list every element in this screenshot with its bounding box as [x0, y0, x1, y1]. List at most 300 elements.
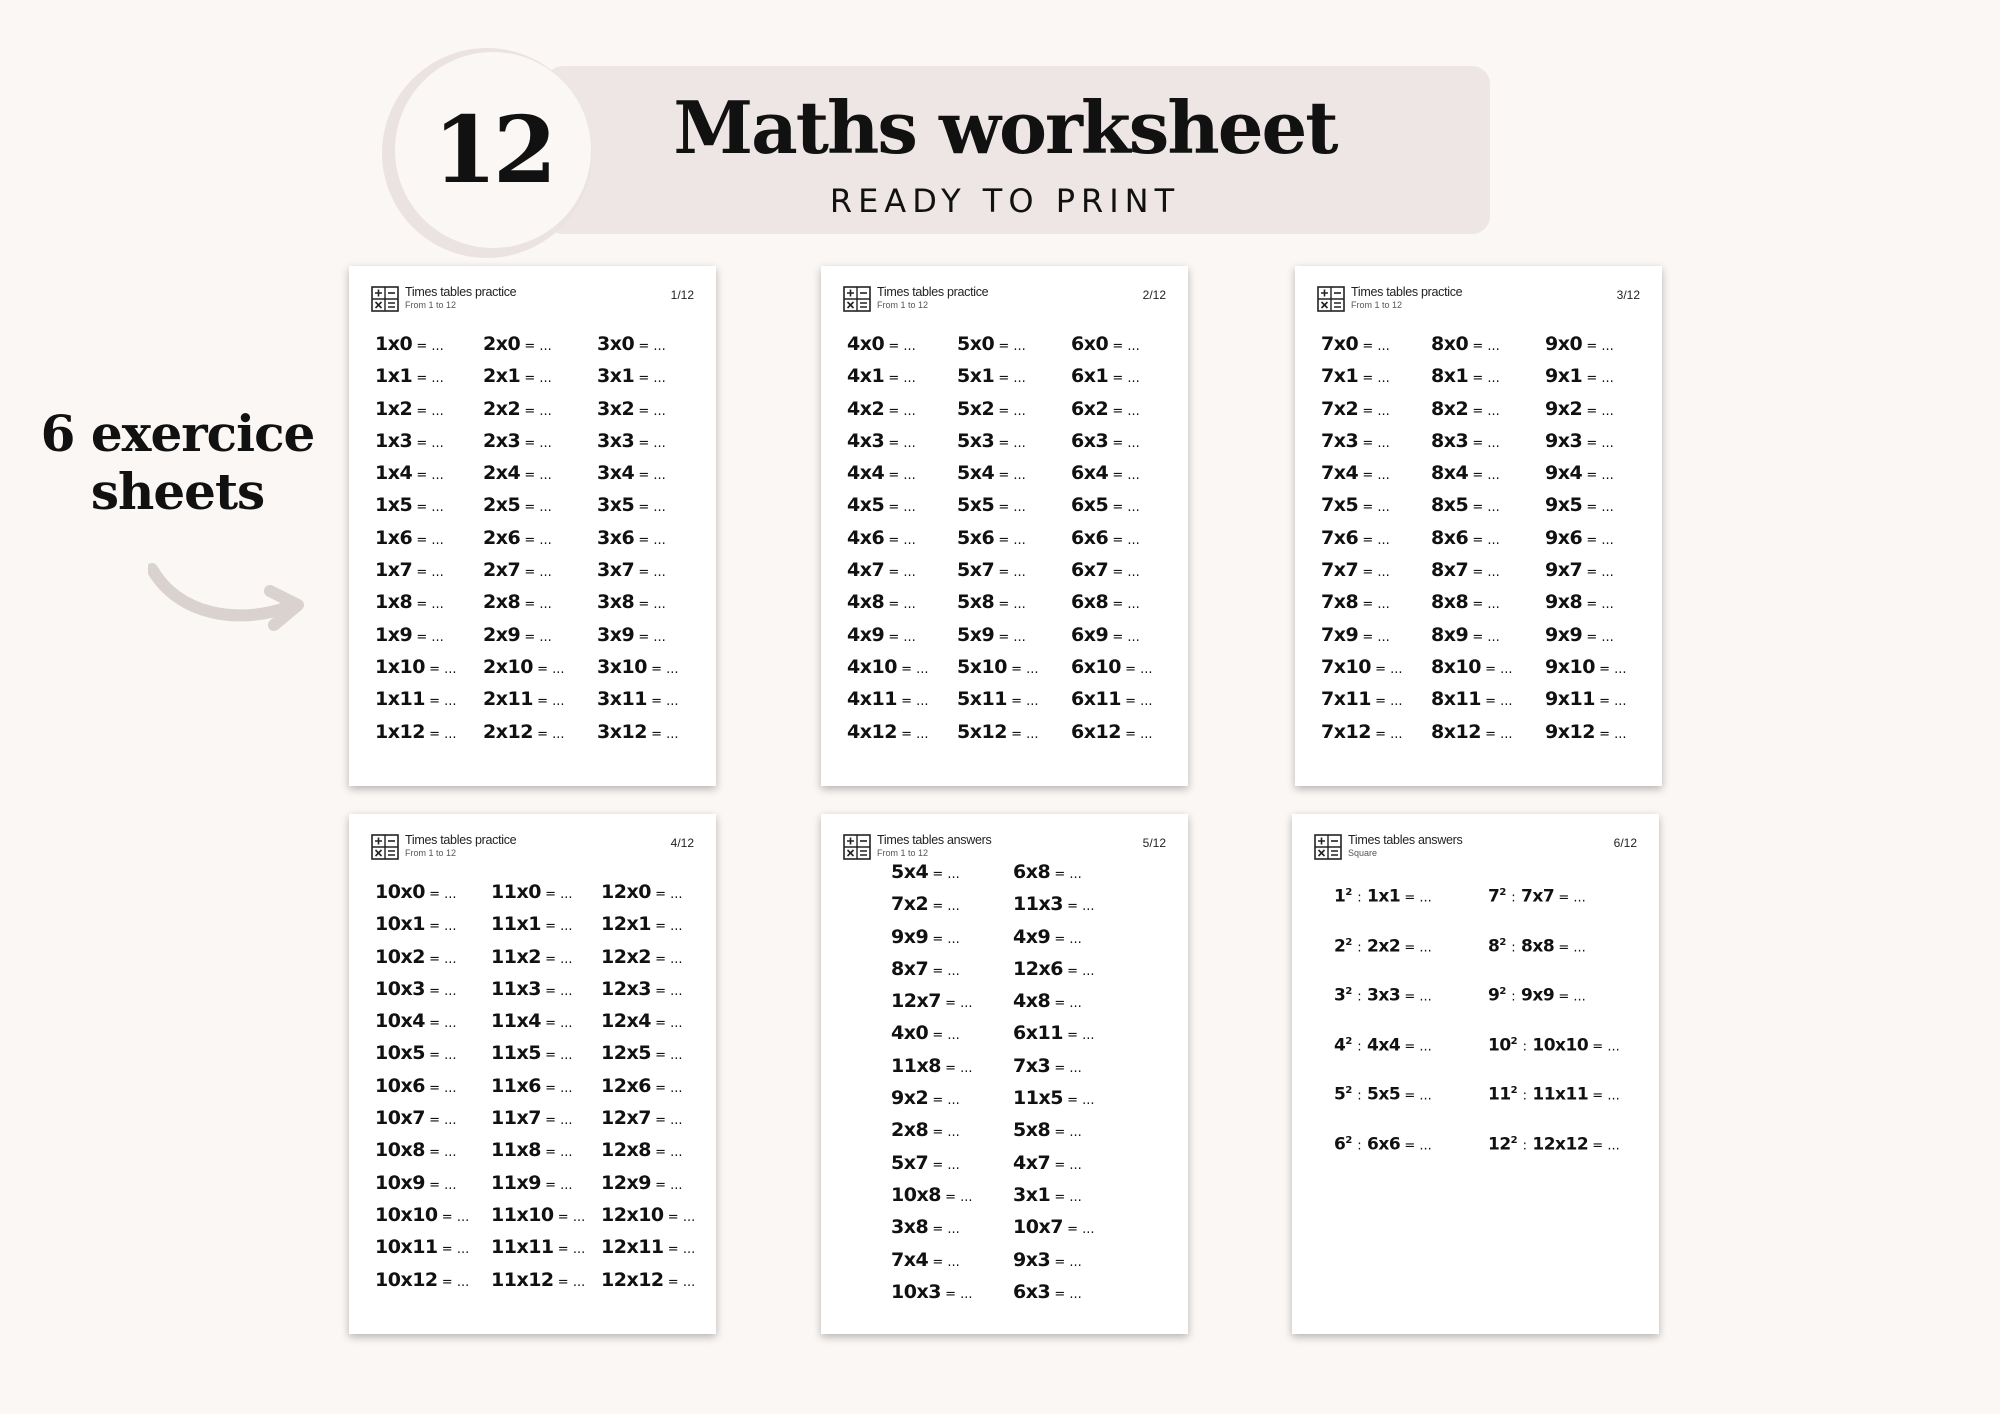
equals-sign: = [1054, 1125, 1066, 1141]
exercise-item [1013, 888, 1095, 920]
answer-blank [994, 436, 1026, 451]
blank-dots: ... [431, 500, 444, 516]
equals-sign: = [1362, 597, 1374, 613]
answer-blank [884, 500, 916, 515]
blank-dots: ... [1127, 532, 1140, 548]
multiplication-expression: 6x8 [1013, 861, 1051, 883]
exercise-item [847, 554, 929, 586]
multiplication-expression: 11x2 [491, 945, 541, 968]
equals-sign: = [1472, 339, 1484, 354]
multiplication-expression: 10x7 [1013, 1216, 1063, 1239]
equals-sign: = [888, 339, 900, 354]
answer-blank [425, 1081, 457, 1096]
blank-dots: ... [903, 597, 916, 613]
answer-blank [941, 996, 973, 1011]
equals-sign: = [1404, 890, 1416, 906]
answer-blank [520, 339, 552, 354]
equals-sign: = [429, 694, 440, 710]
equals-sign: = [998, 565, 1010, 581]
exercise-item [1071, 425, 1153, 457]
blank-dots: ... [552, 694, 565, 710]
exercise-item [957, 522, 1039, 554]
blank-dots: ... [653, 565, 666, 581]
exercise-item [375, 876, 469, 908]
blank-dots: ... [1419, 890, 1432, 906]
blank-dots: ... [903, 565, 916, 581]
exercise-item [483, 328, 565, 360]
exercise-item [601, 1134, 695, 1166]
answer-blank [1582, 468, 1614, 483]
equals-sign: = [1054, 1060, 1066, 1076]
answer-blank [412, 436, 444, 451]
exercise-column [1321, 328, 1403, 748]
answer-blank [664, 1242, 696, 1257]
multiplication-expression: 11x10 [491, 1203, 554, 1226]
exercise-item [601, 1199, 695, 1231]
exercise-column [1431, 328, 1513, 748]
multiplication-expression: 1x12 [375, 720, 425, 743]
square-expression: 5x5 [1367, 1084, 1401, 1105]
exercise-item [1545, 586, 1627, 618]
answer-blank [928, 1222, 960, 1237]
equals-sign: = [441, 1209, 453, 1225]
equals-sign: = [667, 1274, 679, 1290]
blank-dots: ... [431, 532, 444, 548]
answer-blank [647, 694, 679, 709]
answer-blank [1108, 404, 1140, 419]
blank-dots: ... [1127, 371, 1140, 387]
answer-blank [651, 1048, 683, 1063]
exercise-item [1431, 457, 1513, 489]
exercise-item [375, 683, 457, 715]
multiplication-expression: 5x5 [957, 494, 995, 517]
blank-dots: ... [682, 1209, 696, 1225]
equals-sign: = [1054, 867, 1066, 882]
square-expression: 12x12 [1532, 1134, 1589, 1155]
exercise-item [1334, 1066, 1432, 1116]
equals-sign: = [1472, 500, 1484, 516]
multiplication-expression: 1x5 [375, 494, 413, 517]
multiplication-expression: 6x3 [1071, 429, 1109, 452]
square-base: 7 [1488, 886, 1500, 907]
math-operations-icon [371, 834, 399, 860]
exercise-column [1545, 328, 1627, 748]
blank-dots: ... [444, 726, 457, 742]
blank-dots: ... [431, 435, 444, 451]
multiplication-expression: 11x5 [491, 1042, 541, 1065]
multiplication-expression: 12x12 [601, 1268, 664, 1291]
blank-dots: ... [653, 435, 666, 451]
blank-dots: ... [1487, 468, 1500, 484]
exercise-item [847, 360, 929, 392]
blank-dots: ... [670, 1113, 683, 1129]
multiplication-expression: 9x3 [1013, 1248, 1051, 1271]
square-exponent: 2 [1499, 986, 1506, 997]
blank-dots: ... [431, 565, 444, 581]
sheet-page-number: 3/12 [1616, 288, 1640, 302]
answer-blank [1554, 891, 1586, 906]
multiplication-expression: 7x1 [1321, 365, 1359, 388]
exercise-item [1334, 1116, 1432, 1166]
blank-dots: ... [456, 1209, 470, 1225]
multiplication-expression: 2x8 [483, 591, 521, 614]
answer-blank [541, 984, 573, 999]
equals-sign: = [1404, 940, 1416, 956]
square-exponent: 2 [1499, 887, 1506, 898]
answer-blank [994, 533, 1026, 548]
equals-sign: = [1362, 371, 1374, 387]
equals-sign: = [638, 565, 650, 581]
equals-sign: = [1404, 1138, 1416, 1154]
exercise-item [483, 360, 565, 392]
exercise-item [1071, 554, 1153, 586]
exercise-item [483, 393, 565, 425]
exercise-item [1013, 1276, 1095, 1308]
multiplication-expression: 5x8 [957, 591, 995, 614]
multiplication-expression: 12x0 [601, 881, 651, 903]
math-operations-icon [1317, 286, 1345, 312]
exercise-column [491, 876, 585, 1296]
exercise-item [375, 328, 457, 360]
multiplication-expression: 3x8 [891, 1216, 929, 1239]
exercise-column [597, 328, 679, 748]
exercise-item [891, 1244, 973, 1276]
answer-blank [1358, 404, 1390, 419]
blank-dots: ... [653, 532, 666, 548]
multiplication-expression: 5x12 [957, 720, 1007, 743]
answer-blank [994, 500, 1026, 515]
math-operations-icon [843, 286, 871, 312]
equals-sign: = [1586, 532, 1598, 548]
sheet-page-number: 5/12 [1142, 836, 1166, 850]
multiplication-expression: 4x5 [847, 494, 885, 517]
answer-blank [425, 1178, 457, 1193]
answer-blank [533, 694, 565, 709]
multiplication-expression: 9x3 [1545, 429, 1583, 452]
multiplication-expression: 9x8 [1545, 591, 1583, 614]
answer-blank [884, 597, 916, 612]
equals-sign: = [651, 661, 662, 677]
equals-sign: = [1558, 890, 1570, 906]
equals-sign: = [901, 694, 912, 710]
answer-blank [928, 867, 960, 882]
square-exponent: 2 [1345, 1134, 1352, 1146]
square-base: 4 [1334, 1035, 1346, 1056]
answer-blank [634, 404, 666, 419]
multiplication-expression: 5x11 [957, 688, 1007, 711]
answer-blank [1582, 500, 1614, 515]
square-exponent: 2 [1345, 986, 1352, 997]
blank-dots: ... [1601, 371, 1614, 387]
equals-sign: = [945, 1060, 956, 1076]
exercise-item [601, 1231, 695, 1263]
exercise-item [957, 457, 1039, 489]
blank-dots: ... [670, 1177, 683, 1193]
blank-dots: ... [653, 500, 666, 516]
exercise-item [601, 1037, 695, 1069]
exercise-item [597, 716, 679, 748]
multiplication-expression: 12x8 [601, 1139, 651, 1162]
square-expression: 11x11 [1532, 1084, 1589, 1105]
exercise-item [601, 1167, 695, 1199]
exercise-item [597, 328, 679, 360]
exercise-item [1013, 1082, 1095, 1114]
equals-sign: = [1067, 1093, 1078, 1109]
equals-sign: = [932, 931, 944, 947]
equals-sign: = [524, 565, 536, 581]
exercise-item [957, 360, 1039, 392]
answer-blank [1358, 597, 1390, 612]
blank-dots: ... [444, 983, 457, 999]
multiplication-expression: 2x4 [483, 462, 521, 485]
blank-dots: ... [947, 1254, 960, 1270]
multiplication-expression: 12x4 [601, 1010, 651, 1033]
multiplication-expression: 7x0 [1321, 333, 1359, 355]
blank-dots: ... [1500, 661, 1513, 677]
answer-blank [425, 919, 457, 934]
sheet-header [1314, 834, 1639, 868]
square-base: 1 [1334, 886, 1346, 907]
equals-sign: = [557, 1242, 569, 1258]
equals-sign: = [1112, 403, 1124, 419]
exercise-item [491, 908, 585, 940]
exercise-item [601, 908, 695, 940]
answer-blank [651, 984, 683, 999]
equals-sign: = [1011, 694, 1022, 710]
exercise-column [847, 328, 929, 748]
multiplication-expression: 10x4 [375, 1010, 425, 1033]
answer-blank [520, 500, 552, 515]
square-separator: : [1357, 989, 1362, 1005]
answer-blank [1554, 940, 1586, 955]
page-title: Maths worksheet [673, 85, 1337, 170]
exercise-item [847, 716, 929, 748]
equals-sign: = [429, 1048, 440, 1064]
exercise-column [1071, 328, 1153, 748]
answer-blank [651, 1145, 683, 1160]
answer-blank [554, 1210, 586, 1225]
multiplication-expression: 3x12 [597, 720, 647, 743]
exercise-item [483, 457, 565, 489]
equals-sign: = [545, 1080, 556, 1096]
blank-dots: ... [444, 1145, 457, 1161]
blank-dots: ... [1601, 339, 1614, 354]
multiplication-expression: 9x6 [1545, 526, 1583, 549]
sheet-header [371, 834, 696, 868]
exercise-item [375, 1037, 469, 1069]
exercise-item [375, 489, 457, 521]
blank-dots: ... [1607, 1088, 1620, 1104]
answer-blank [647, 662, 679, 677]
blank-dots: ... [1013, 468, 1026, 484]
blank-dots: ... [1377, 532, 1390, 548]
exercise-item [491, 876, 585, 908]
answer-blank [1468, 500, 1500, 515]
exercise-item [847, 425, 929, 457]
answer-blank [1108, 371, 1140, 386]
count-badge [395, 52, 591, 248]
square-expression: 6x6 [1367, 1134, 1401, 1155]
blank-dots: ... [1127, 468, 1140, 484]
worksheet-page-2 [821, 266, 1188, 786]
equals-sign: = [1362, 565, 1374, 581]
exercise-item [1545, 457, 1627, 489]
exercise-item [1071, 522, 1153, 554]
exercise-item [483, 651, 565, 683]
multiplication-expression: 7x10 [1321, 655, 1371, 678]
exercise-item [957, 683, 1039, 715]
exercise-item [1431, 522, 1513, 554]
square-base: 8 [1488, 936, 1500, 957]
exercise-item [847, 393, 929, 425]
blank-dots: ... [1601, 468, 1614, 484]
blank-dots: ... [1013, 565, 1026, 581]
multiplication-expression: 3x3 [597, 429, 635, 452]
equals-sign: = [1485, 726, 1496, 742]
multiplication-expression: 4x4 [847, 462, 885, 485]
blank-dots: ... [1127, 500, 1140, 516]
blank-dots: ... [1390, 726, 1403, 742]
multiplication-expression: 6x8 [1071, 591, 1109, 614]
blank-dots: ... [444, 694, 457, 710]
equals-sign: = [945, 996, 956, 1012]
answer-blank [1358, 500, 1390, 515]
equals-sign: = [932, 899, 944, 915]
exercise-item [1071, 457, 1153, 489]
exercise-item [375, 1102, 469, 1134]
answer-blank [533, 662, 565, 677]
answer-blank [541, 1081, 573, 1096]
math-operations-icon [843, 834, 871, 860]
exercise-item [957, 393, 1039, 425]
blank-dots: ... [903, 500, 916, 516]
sheet-page-number: 6/12 [1613, 836, 1637, 850]
answer-blank [1588, 1089, 1620, 1104]
answer-blank [994, 630, 1026, 645]
blank-dots: ... [444, 951, 457, 967]
blank-dots: ... [903, 629, 916, 645]
equals-sign: = [1054, 996, 1066, 1012]
answer-blank [664, 1210, 696, 1225]
equals-sign: = [888, 403, 900, 419]
exercise-item [483, 716, 565, 748]
equals-sign: = [1586, 500, 1598, 516]
answer-blank [928, 1125, 960, 1140]
equals-sign: = [932, 1254, 944, 1270]
blank-dots: ... [1377, 339, 1390, 354]
blank-dots: ... [903, 403, 916, 419]
square-separator: : [1357, 1138, 1362, 1154]
blank-dots: ... [947, 899, 960, 915]
equals-sign: = [524, 435, 536, 451]
blank-dots: ... [431, 339, 444, 354]
square-separator: : [1522, 1138, 1527, 1154]
multiplication-expression: 10x6 [375, 1074, 425, 1097]
exercise-item [1431, 393, 1513, 425]
answer-blank [897, 662, 929, 677]
multiplication-expression: 6x9 [1071, 623, 1109, 646]
answer-blank [928, 1093, 960, 1108]
blank-dots: ... [1377, 468, 1390, 484]
answer-blank [651, 1016, 683, 1031]
equals-sign: = [888, 629, 900, 645]
equals-sign: = [998, 629, 1010, 645]
equals-sign: = [1586, 371, 1598, 387]
multiplication-expression: 9x9 [891, 925, 929, 948]
equals-sign: = [416, 468, 428, 484]
equals-sign: = [1054, 1286, 1066, 1302]
answer-blank [425, 727, 457, 742]
equals-sign: = [945, 1286, 956, 1302]
multiplication-expression: 6x5 [1071, 494, 1109, 517]
equals-sign: = [1586, 435, 1598, 451]
equals-sign: = [1472, 629, 1484, 645]
multiplication-expression: 4x9 [1013, 925, 1051, 948]
equals-sign: = [429, 1177, 440, 1193]
blank-dots: ... [960, 1060, 973, 1076]
exercise-item [1013, 1211, 1095, 1243]
multiplication-expression: 8x7 [1431, 559, 1469, 582]
square-exponent: 2 [1345, 887, 1352, 898]
exercise-item [1431, 619, 1513, 651]
blank-dots: ... [539, 629, 552, 645]
exercise-item [1334, 1017, 1432, 1067]
exercise-item [847, 457, 929, 489]
equals-sign: = [416, 565, 428, 581]
exercise-item [1431, 716, 1513, 748]
answer-blank [1400, 940, 1432, 955]
answer-blank [425, 1016, 457, 1031]
square-base: 10 [1488, 1035, 1511, 1056]
square-exponent: 2 [1499, 936, 1506, 948]
blank-dots: ... [1069, 1286, 1082, 1302]
exercise-item [1321, 360, 1403, 392]
equals-sign: = [1112, 339, 1124, 354]
blank-dots: ... [1390, 694, 1403, 710]
blank-dots: ... [903, 532, 916, 548]
equals-sign: = [1485, 661, 1496, 677]
equals-sign: = [655, 919, 666, 935]
equals-sign: = [888, 371, 900, 387]
multiplication-expression: 3x10 [597, 655, 647, 678]
exercise-item [597, 522, 679, 554]
equals-sign: = [1599, 726, 1610, 742]
exercise-item [1013, 1017, 1095, 1049]
blank-dots: ... [1069, 867, 1082, 882]
blank-dots: ... [1377, 629, 1390, 645]
exercise-item [1334, 868, 1432, 918]
equals-sign: = [1472, 371, 1484, 387]
answer-blank [1050, 1125, 1082, 1140]
multiplication-expression: 7x9 [1321, 623, 1359, 646]
exercise-item [1071, 651, 1153, 683]
blank-dots: ... [572, 1274, 586, 1290]
sheet-title: Times tables answers [877, 833, 992, 847]
blank-dots: ... [552, 661, 565, 677]
equals-sign: = [1125, 726, 1136, 742]
answer-blank [634, 630, 666, 645]
square-expression: 2x2 [1367, 936, 1401, 957]
square-base: 9 [1488, 985, 1500, 1006]
answer-blank [520, 468, 552, 483]
multiplication-expression: 8x4 [1431, 462, 1469, 485]
equals-sign: = [416, 435, 428, 451]
equals-sign: = [1586, 403, 1598, 419]
multiplication-expression: 1x9 [375, 623, 413, 646]
blank-dots: ... [1082, 1093, 1095, 1109]
blank-dots: ... [666, 726, 679, 742]
equals-sign: = [524, 403, 536, 419]
